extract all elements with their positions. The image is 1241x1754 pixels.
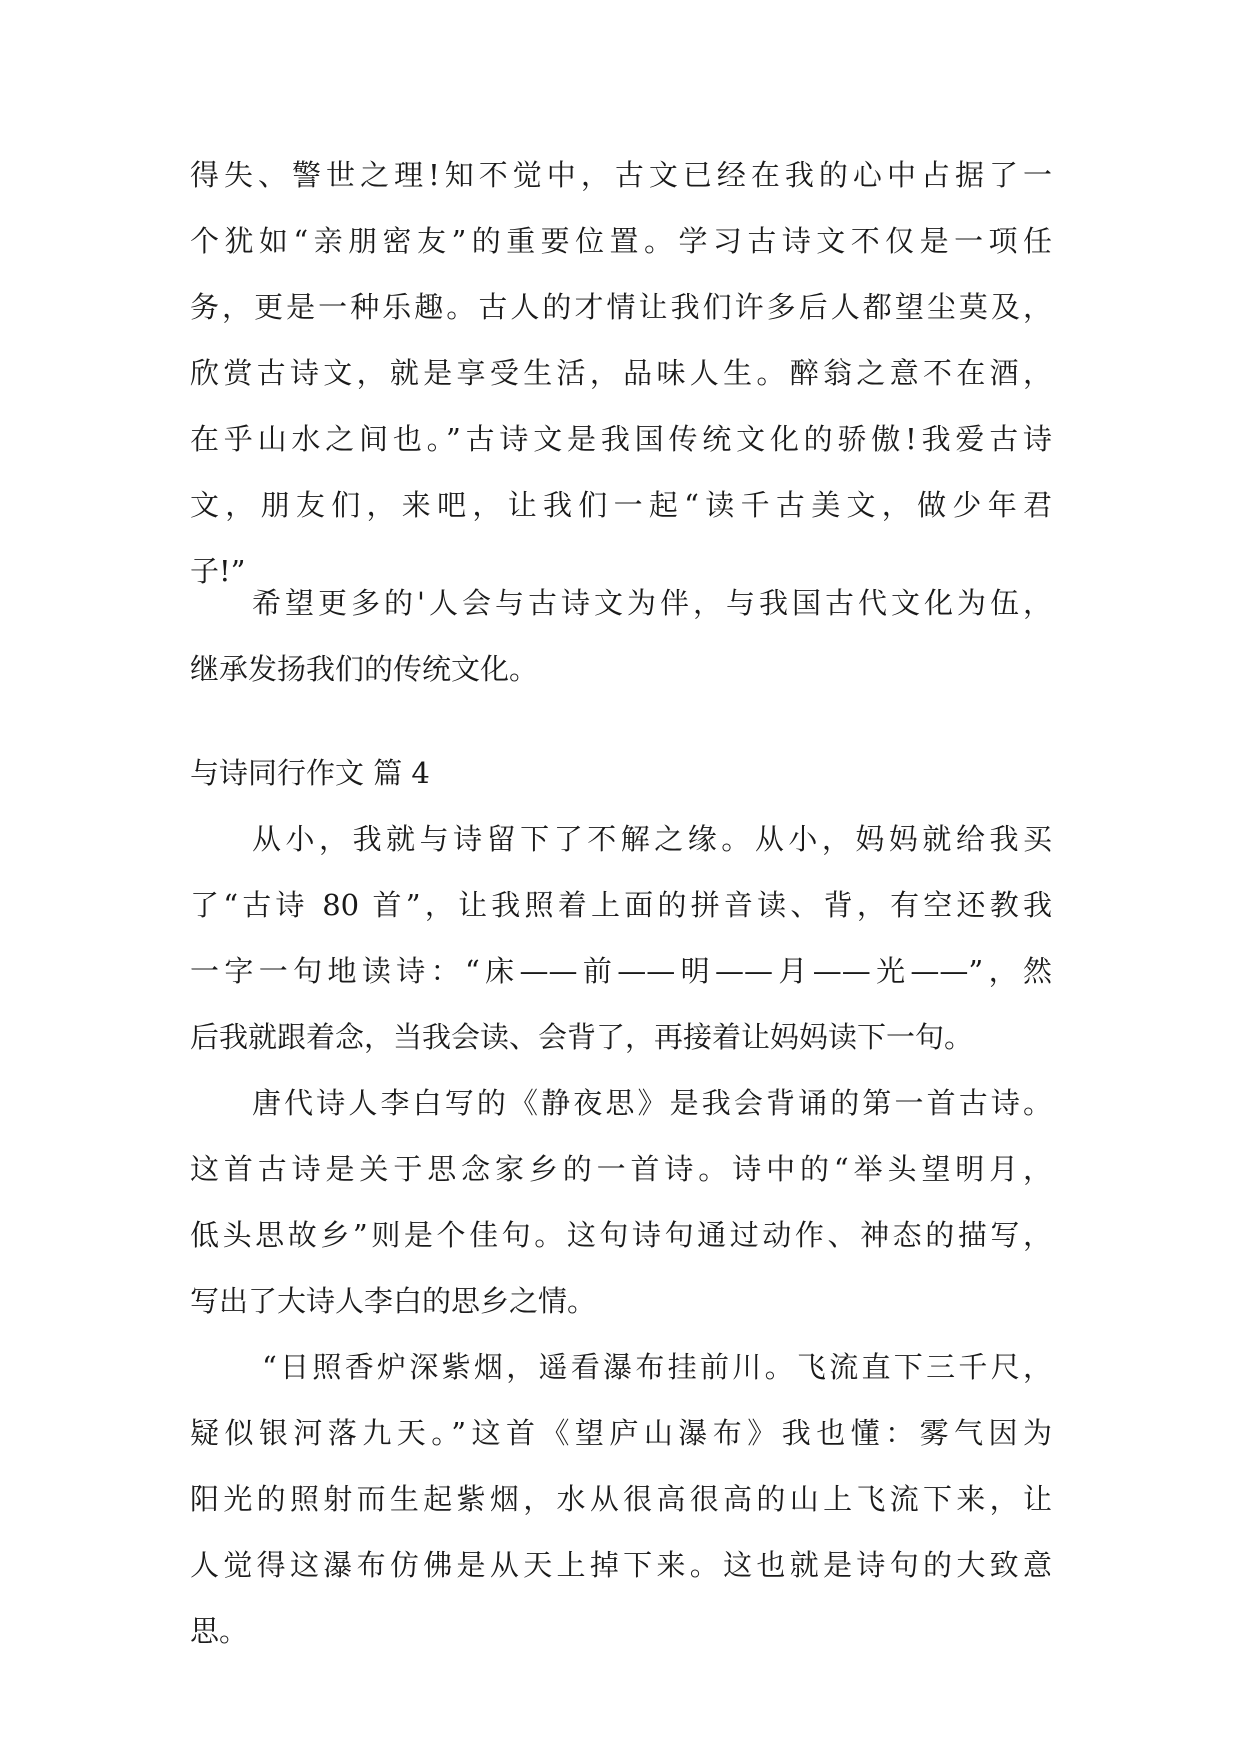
text-line: 文，朋友们，来吧，让我们一起“读千古美文，做少年君: [190, 488, 1052, 522]
text-line: 疑似银河落九天。”这首《望庐山瀑布》我也懂：雾气因为: [190, 1416, 1052, 1450]
text-line: 在乎山水之间也。”古诗文是我国传统文化的骄傲!我爱古诗: [190, 422, 1052, 456]
text-line: 低头思故乡”则是个佳句。这句诗句通过动作、神态的描写，: [190, 1218, 1052, 1252]
text-line: “日照香炉深紫烟，遥看瀑布挂前川。飞流直下三千尺，: [262, 1350, 1052, 1384]
text-line: 欣赏古诗文，就是享受生活，品味人生。醉翁之意不在酒，: [190, 356, 1052, 390]
text-line: 子!”: [190, 554, 246, 588]
paragraph-prev-end: [190, 142, 1052, 604]
text-line: 一字一句地读诗：“床——前——明——月——光——”，然: [190, 954, 1052, 988]
text-line: 务，更是一种乐趣。古人的才情让我们许多后人都望尘莫及，: [190, 290, 1052, 324]
text-line: 得失、警世之理!知不觉中，古文已经在我的心中占据了一: [190, 158, 1052, 192]
text-line: 个犹如“亲朋密友”的重要位置。学习古诗文不仅是一项任: [190, 224, 1052, 258]
paragraph-3: [190, 1334, 1052, 1664]
text-line: 了“古诗 80 首”，让我照着上面的拼音读、背，有空还教我: [190, 888, 1052, 922]
section-heading: 与诗同行作文 篇 4: [190, 756, 430, 790]
paragraph-prev-closing: [190, 570, 1052, 702]
text-line: 后我就跟着念，当我会读、会背了，再接着让妈妈读下一句。: [190, 1020, 974, 1054]
text-line: 人觉得这瀑布仿佛是从天上掉下来。这也就是诗句的大致意: [190, 1548, 1052, 1582]
text-line: 继承发扬我们的传统文化。: [190, 652, 539, 686]
text-line: 写出了大诗人李白的思乡之情。: [190, 1284, 597, 1318]
text-line: 思。: [190, 1614, 249, 1648]
paragraph-2: [190, 1070, 1052, 1334]
text-line: 唐代诗人李白写的《静夜思》是我会背诵的第一首古诗。: [252, 1086, 1052, 1120]
text-line: 阳光的照射而生起紫烟，水从很高很高的山上飞流下来，让: [190, 1482, 1052, 1516]
text-line: 希望更多的'人会与古诗文为伴，与我国古代文化为伍，: [252, 586, 1052, 620]
text-line: 这首古诗是关于思念家乡的一首诗。诗中的“举头望明月，: [190, 1152, 1052, 1186]
text-line: 从小，我就与诗留下了不解之缘。从小，妈妈就给我买: [252, 822, 1052, 856]
paragraph-1: [190, 806, 1052, 1070]
